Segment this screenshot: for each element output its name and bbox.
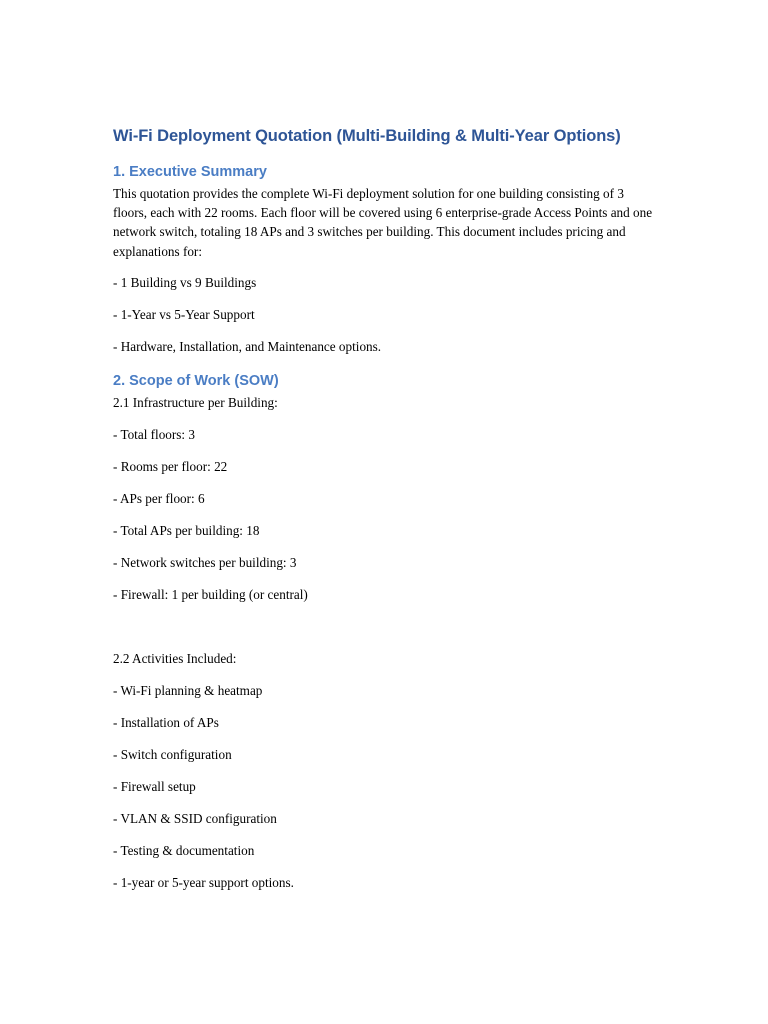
list-item: - Wi-Fi planning & heatmap — [113, 682, 263, 698]
list-item: - Installation of APs — [113, 714, 219, 730]
list-item: - Firewall: 1 per building (or central) — [113, 586, 308, 602]
list-item: - 1-year or 5-year support options. — [113, 874, 294, 890]
section-heading-scope-of-work: 2. Scope of Work (SOW) — [113, 372, 279, 389]
subsection-title-activities: 2.2 Activities Included: — [113, 650, 237, 666]
subsection-title-infrastructure: 2.1 Infrastructure per Building: — [113, 394, 278, 410]
document-page — [113, 124, 658, 893]
list-item: - Total floors: 3 — [113, 426, 195, 442]
list-item: - 1-Year vs 5-Year Support — [113, 306, 255, 322]
list-item: - Hardware, Installation, and Maintenance options. — [113, 338, 382, 354]
section-heading-executive-summary: 1. Executive Summary — [113, 164, 267, 180]
list-item: - 1 Building vs 9 Buildings — [113, 274, 257, 290]
list-item: - Total APs per building: 18 — [113, 522, 260, 538]
list-item: - Network switches per building: 3 — [113, 554, 297, 570]
document-title: Wi-Fi Deployment Quotation (Multi-Building & Multi-Year Options) — [113, 127, 621, 145]
list-item: - APs per floor: 6 — [113, 490, 205, 506]
list-item: - VLAN & SSID configuration — [113, 810, 277, 826]
executive-summary-paragraph: This quotation provides the complete Wi-Fi deployment solution for one building consisting of 3 floors, each with 22 rooms. Each floor will be covered using 6 enterprise-grade Access Points and one network switch, totaling 18 APs and 3 switches per building. This document includes pricing and explanations for: — [113, 186, 653, 259]
list-item: - Testing & documentation — [113, 842, 255, 858]
list-item: - Rooms per floor: 22 — [113, 458, 228, 474]
list-item: - Firewall setup — [113, 778, 196, 794]
list-item: - Switch configuration — [113, 746, 232, 762]
